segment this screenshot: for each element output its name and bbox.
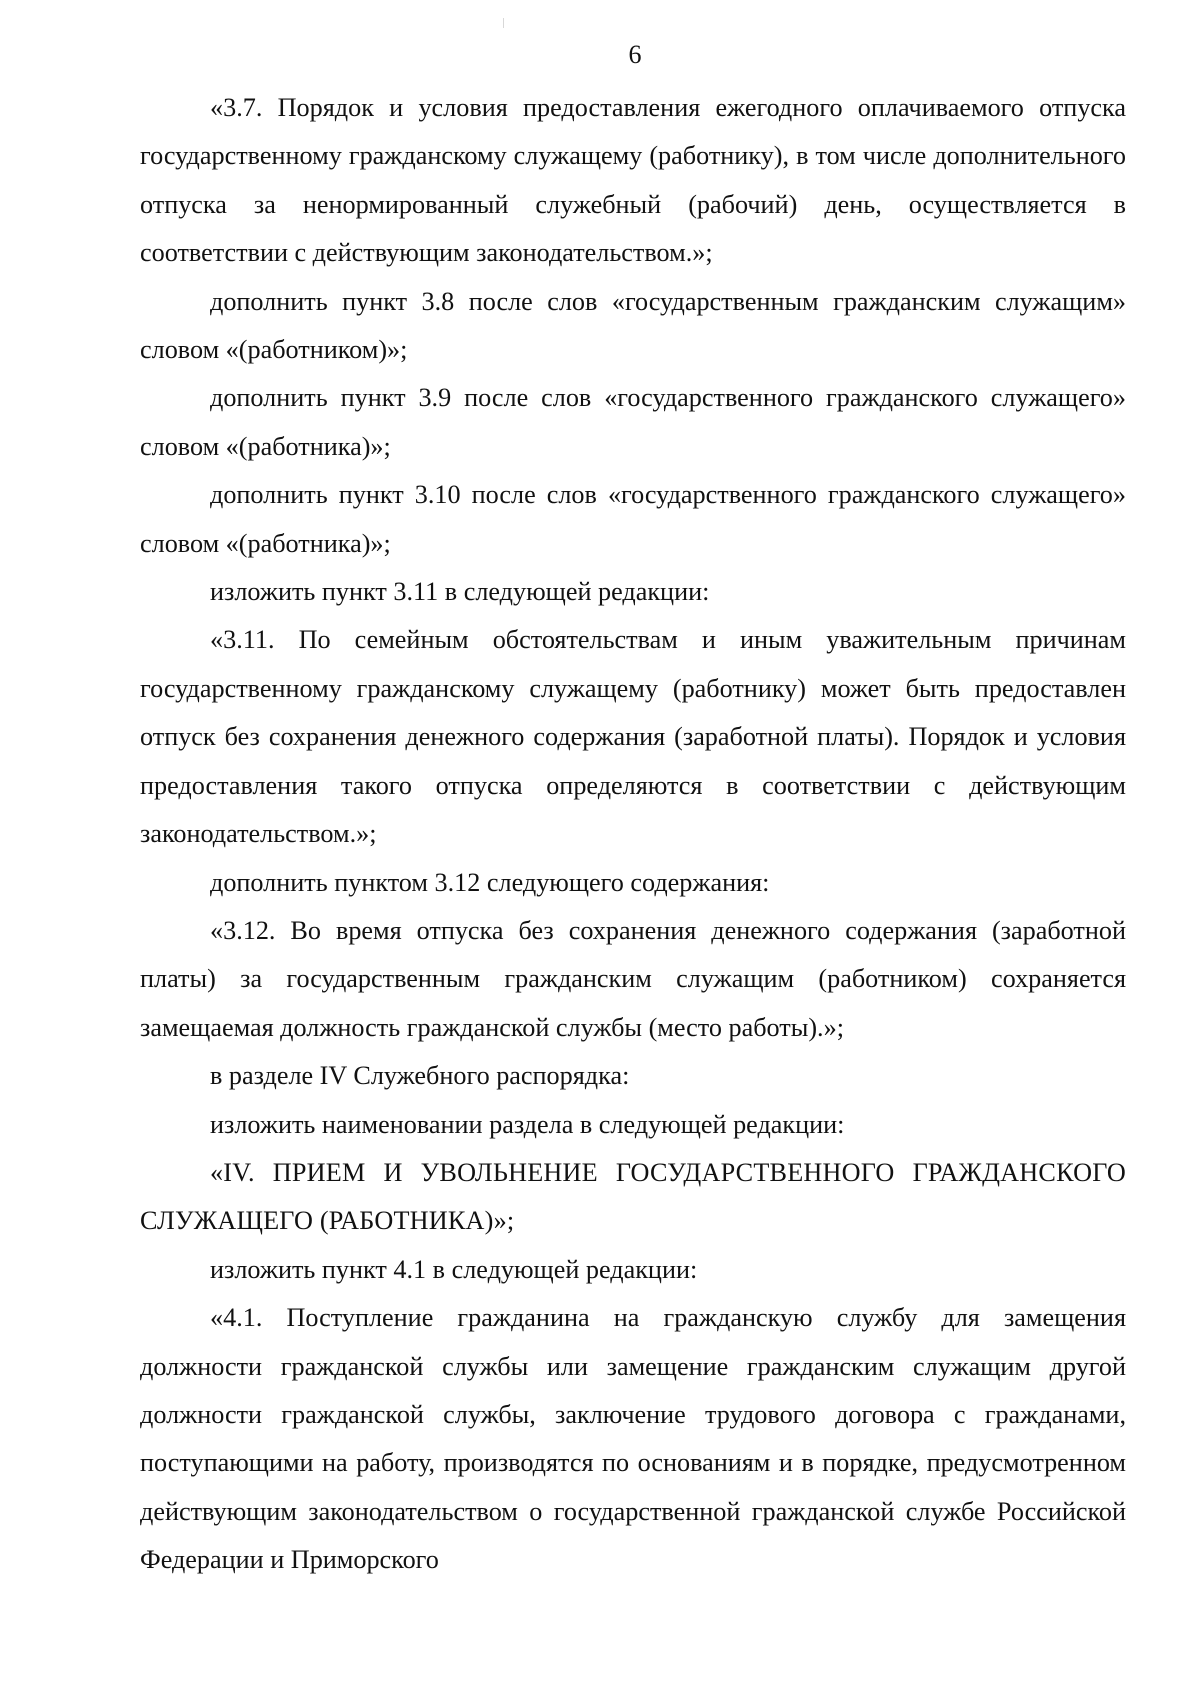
paragraph-4-1: «4.1. Поступление гражданина на гражданскую службу для замещения должности гражданской службы или замещение гражданским служащим другой должности гражданской службы, заключение трудового договора с гражданами, поступающими на работу, производятся по основаниям и в порядке, предусмотренном действующим законодательством о государственной гражданской службе Российской Федерации и Приморского [140, 1303, 1126, 1575]
scan-artifact [503, 18, 504, 28]
paragraph-instruction-3-11: изложить пункт 3.11 в следующей редакции: [210, 577, 710, 607]
paragraph-3-12: «3.12. Во время отпуска без сохранения денежного содержания (заработной платы) за государственным гражданским служащим (работником) сохраняется замещаемая должность гражданской службы (место работы).»; [140, 915, 1126, 1042]
paragraph-instruction-section-title: изложить наименовании раздела в следующей редакции: [210, 1109, 845, 1139]
paragraph-section-iv: в разделе IV Служебного распорядка: [210, 1061, 630, 1091]
paragraph-amend-3-10: дополнить пункт 3.10 после слов «государственного гражданского служащего» словом «(работника)»; [140, 480, 1126, 558]
paragraph-section-iv-title: «IV. ПРИЕМ И УВОЛЬНЕНИЕ ГОСУДАРСТВЕННОГО ГРАЖДАНСКОГО СЛУЖАЩЕГО (РАБОТНИКА)»; [140, 1157, 1126, 1236]
document-body [140, 84, 1126, 1585]
paragraph-amend-3-8: дополнить пункт 3.8 после слов «государственным гражданским служащим» словом «(работником)»; [140, 286, 1126, 365]
paragraph-amend-3-9: дополнить пункт 3.9 после слов «государственного гражданского служащего» словом «(работника)»; [140, 383, 1126, 461]
paragraph-instruction-3-12: дополнить пунктом 3.12 следующего содержания: [210, 867, 770, 897]
paragraph-instruction-4-1: изложить пункт 4.1 в следующей редакции: [210, 1254, 698, 1284]
page-number: 6 [628, 40, 642, 69]
paragraph-3-7: «3.7. Порядок и условия предоставления ежегодного оплачиваемого отпуска государственному гражданскому служащему (работнику), в том числе дополнительного отпуска за ненормированный служебный (рабочий) день, осуществляется в соответствии с действующим законодательством.»; [140, 93, 1126, 268]
paragraph-3-11: «3.11. По семейным обстоятельствам и иным уважительным причинам государственному гражданскому служащему (работнику) может быть предоставлен отпуск без сохранения денежного содержания (заработной платы). Порядок и условия предоставления такого отпуска определяются в соответствии с действующим законодательством.»; [140, 625, 1126, 849]
